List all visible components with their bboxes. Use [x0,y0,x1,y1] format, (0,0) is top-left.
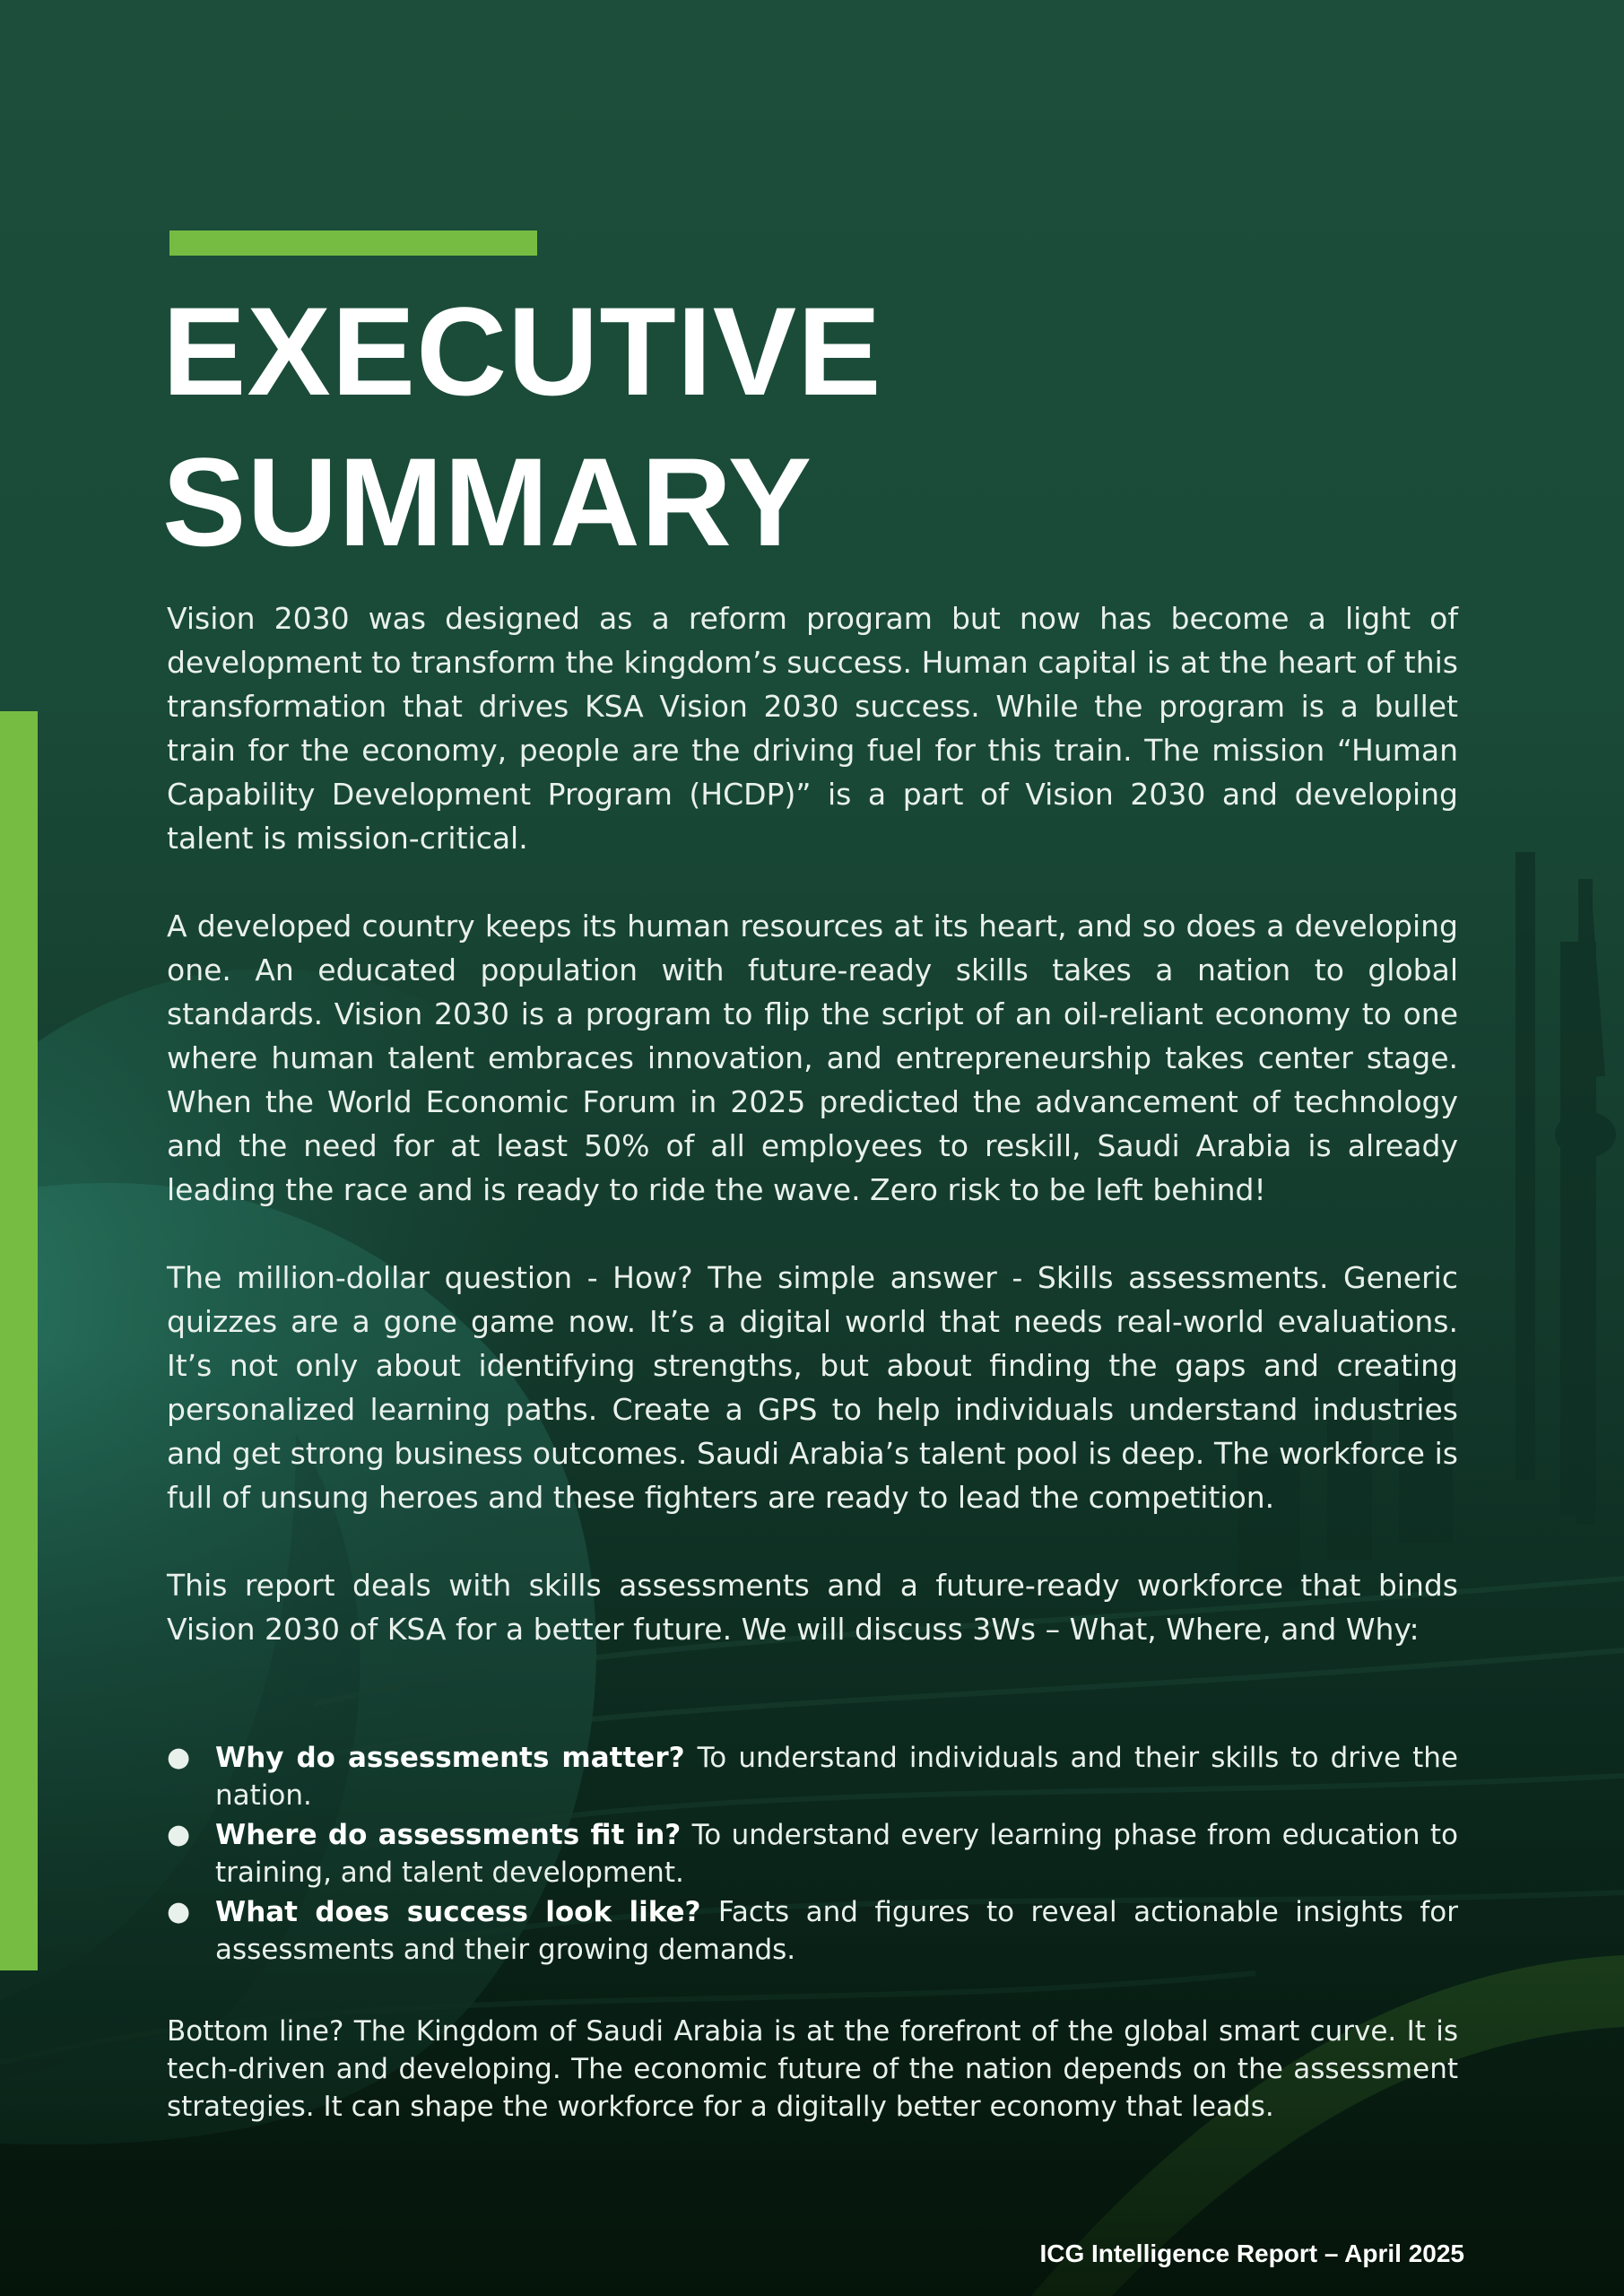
paragraph-3: The million-dollar question - How? The simple answer - Skills assessments. Generic quizzes are a gone game now. It’s a digital world that needs real-world evaluations. It’s not only about identifying strengths, but about finding the gaps and creating personalized learning paths. Create a GPS to help individuals understand industries and get strong business outcomes. Saudi Arabia’s talent pool is deep. The workforce is full of unsung heroes and these fighters are ready to lead the competition. [167,1260,1458,1515]
list-item [167,1893,1458,1969]
bullet-question: Where do assessments fit in? [215,1819,692,1851]
list-item [167,1739,1458,1814]
paragraph-4: This report deals with skills assessments and a future-ready workforce that binds Vision 2030 of KSA for a better future. We will discuss 3Ws – What, Where, and Why: [167,1568,1458,1647]
paragraph-1: Vision 2030 was designed as a reform program but now has become a light of development to transform the kingdom’s success. Human capital is at the heart of this transformation that drives KSA Vision 2030 success. While the program is a bullet train for the economy, people are the driving fuel for this train. The mission “Human Capability Development Program (HCDP)” is a part of Vision 2030 and developing talent is mission-critical. [167,601,1458,856]
report-footer: ICG Intelligence Report – April 2025 [1039,2239,1464,2267]
paragraph-2: A developed country keeps its human resources at its heart, and so does a developing one. An educated population with future-ready skills takes a nation to global standards. Vision 2030 is a program to flip the script of an oil-reliant economy to one where human talent embraces innovation, and entrepreneurship takes center stage. When the World Economic Forum in 2025 predicted the advancement of technology and the need for at least 50% of all employees to reskill, Saudi Arabia is already leading the race and is ready to ride the wave. Zero risk to be left behind! [167,909,1458,1207]
bottom-line-paragraph: Bottom line? The Kingdom of Saudi Arabia is at the forefront of the global smart curve. It is tech-driven and developing. The economic future of the nation depends on the assessment strategies. It can shape the workforce for a digitally better economy that leads. [167,2015,1458,2123]
bullet-icon: ● [167,1819,191,1850]
page-title [162,276,882,578]
left-accent-bar [0,711,38,1970]
title-accent-bar [169,230,537,256]
list-item [167,1816,1458,1892]
page-title-line-2: SUMMARY [162,431,813,572]
bullet-icon: ● [167,1896,191,1927]
bullet-text: Facts and figures to reveal actionable insights for assessments and their growing demands. [215,1896,1458,1966]
bullet-text: To understand every learning phase from education to training, and talent development. [215,1819,1458,1889]
page-title-line-1: EXECUTIVE [162,281,882,422]
bullet-text: To understand individuals and their skills to drive the nation. [215,1742,1458,1812]
summary-body [167,596,1458,2126]
bullet-icon: ● [167,1742,191,1773]
three-ws-list [167,1739,1458,1969]
bullet-question: What does success look like? [215,1896,718,1928]
bullet-question: Why do assessments matter? [215,1742,698,1774]
